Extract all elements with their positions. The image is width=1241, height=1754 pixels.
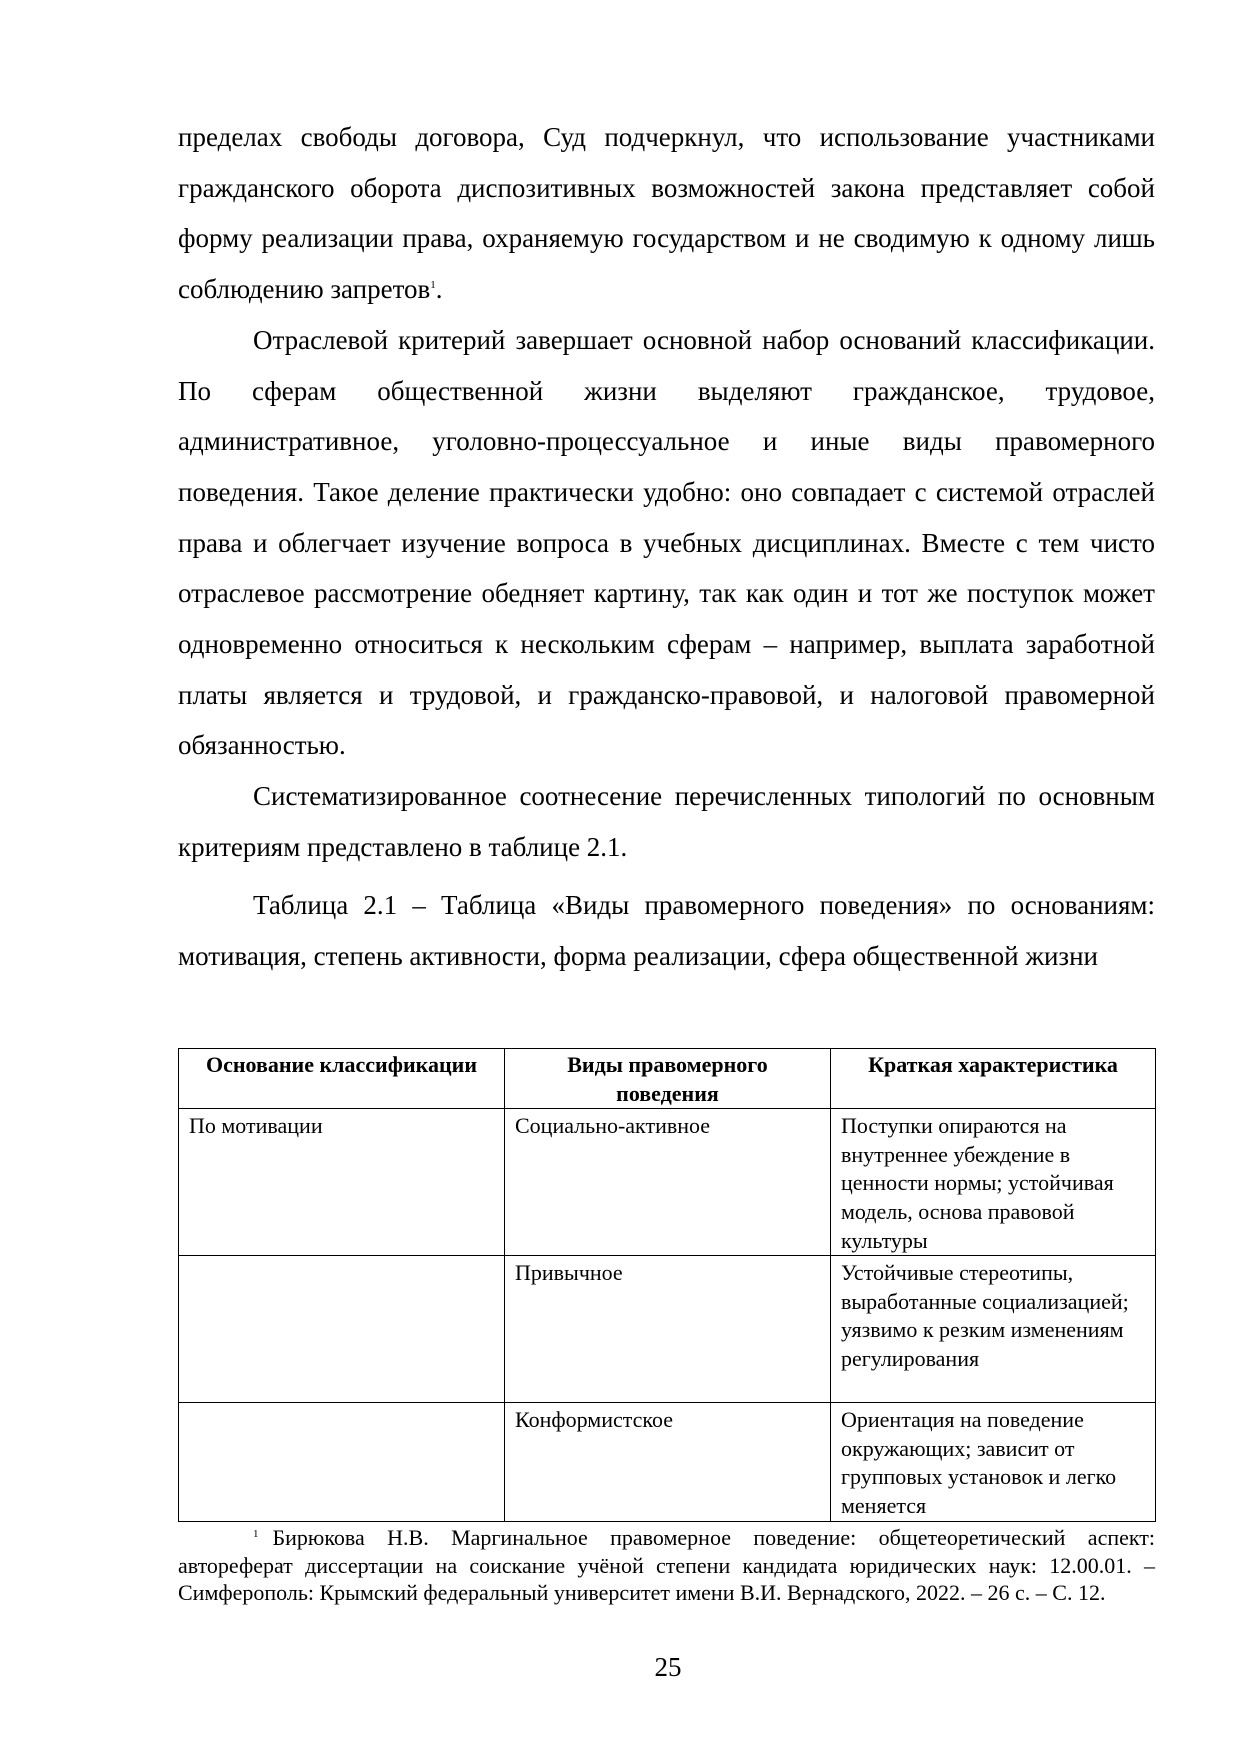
paragraph-1-end: .: [435, 274, 443, 305]
paragraph-branch-criterion: Отраслевой критерий завершает основной набор оснований классификации. По сферам общественной жизни выделяют гражданское, трудовое, административное, уголовно-процессуальное и иные виды правомерного поведения. Такое деление практически удобно: оно совпадает с системой отраслей права и облегчает изучение вопроса в учебных дисциплинах. Вместе с тем чисто отраслевое рассмотрение обедняет картину, так как один и тот же поступок может одновременно относиться к нескольким сферам – например, выплата заработной платы является и трудовой, и гражданско-правовой, и налоговой правомерной обязанностью.: [178, 324, 1155, 761]
table-cell-basis: [179, 1256, 505, 1403]
table-header-row: [179, 1049, 1156, 1109]
table-cell-basis: По мотивации: [179, 1109, 505, 1256]
table-cell-basis: [179, 1403, 505, 1521]
table-cell-description: Устойчивые стереотипы, выработанные социализацией; уязвимо к резким изменениям регулирования: [831, 1256, 1156, 1403]
table-cell-description: Ориентация на поведение окружающих; зависит от групповых установок и легко меняется: [831, 1403, 1156, 1521]
table-cell-description: Поступки опираются на внутреннее убеждение в ценности нормы; устойчивая модель, основа правовой культуры: [831, 1109, 1156, 1256]
table-cell-type: Социально-активное: [505, 1109, 831, 1256]
footnote-separator: [178, 1521, 423, 1522]
body-text: [178, 112, 1155, 873]
paragraph-table-intro: Систематизированное соотнесение перечисленных типологий по основным критериям представлено в таблице 2.1.: [178, 781, 1155, 862]
footnote-text: Бирюкова Н.В. Маргинальное правомерное поведение: общетеоретический аспект: автореферат диссертации на соискание учёной степени кандидата юридических наук: 12.00.01. – Симферополь: Крымский федеральный университет имени В.И. Вернадского, 2022. – 26 с. – С. 12.: [178, 1525, 1155, 1605]
header-types: Виды правомерного поведения: [505, 1049, 831, 1109]
table-row: [179, 1256, 1156, 1403]
table-cell-type: Конформистское: [505, 1403, 831, 1521]
paragraph-continuation: [178, 112, 1155, 315]
header-basis: Основание классификации: [179, 1049, 505, 1109]
paragraph-1-text: пределах свободы договора, Суд подчеркнул, что использование участниками гражданского оборота диспозитивных возможностей закона представляет собой форму реализации права, охраняемую государством и не сводимую к одному лишь соблюдению запретов: [178, 122, 1155, 305]
footnote-mark: 1: [253, 1527, 259, 1540]
table-row: [179, 1109, 1156, 1256]
table-caption-block: [178, 880, 1155, 981]
table-row: [179, 1403, 1156, 1521]
footnote: [178, 1524, 1155, 1607]
page-number: 25: [654, 1652, 682, 1682]
table-cell-type: Привычное: [505, 1256, 831, 1403]
header-description: Краткая характеристика: [831, 1049, 1156, 1109]
classification-table: [178, 1048, 1156, 1522]
footnote-reference[interactable]: 1: [430, 279, 436, 292]
table-caption: Таблица 2.1 – Таблица «Виды правомерного поведения» по основаниям: мотивация, степень активности, форма реализации, сфера общественной жизни: [178, 890, 1155, 971]
